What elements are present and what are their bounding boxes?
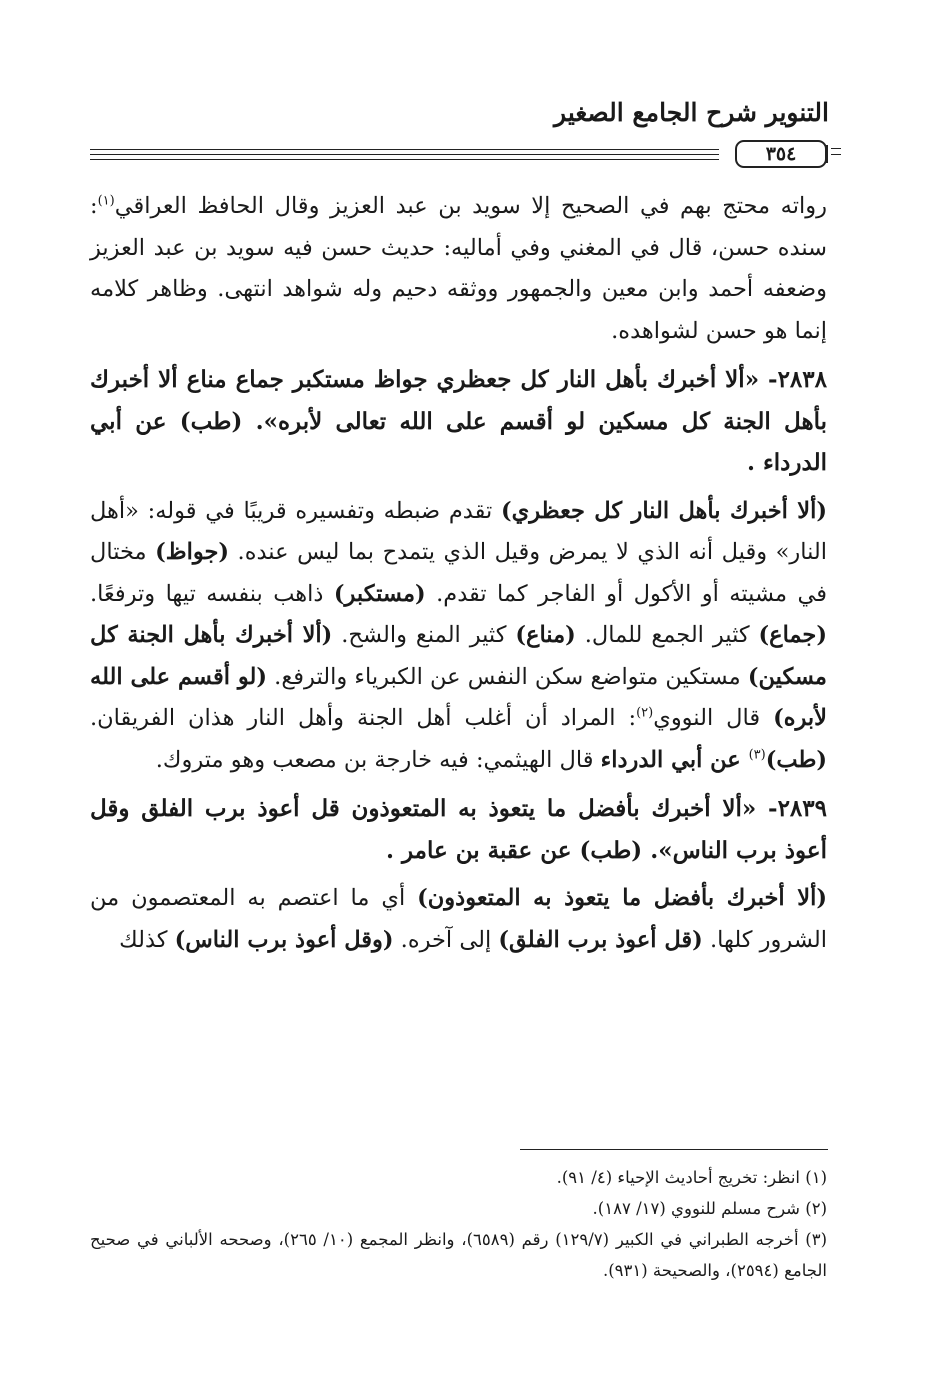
- text-run: كثير المنع والشح.: [332, 622, 516, 648]
- footnote-1: (١) انظر: تخريج أحاديث الإحياء (٤/ ٩١).: [556, 1168, 827, 1187]
- text-run: مختال في مشيته أو الأكول أو الفاجر كما تقدم.: [90, 539, 827, 607]
- text-run: تقدم ضبطه وتفسيره قريبًا في قوله: «أهل النار» وقيل أنه الذي لا يمرض وقيل الذي يتمدح بما ليس عنده.: [90, 497, 827, 565]
- commentary-2838: [90, 491, 827, 782]
- quoted-phrase: (مناع): [515, 622, 576, 648]
- header-rule: [90, 140, 827, 168]
- header-ornament: [831, 154, 841, 155]
- footnote-ref: (٢): [636, 705, 654, 721]
- footnotes: [90, 1162, 827, 1286]
- footnote-3: (٣) أخرجه الطبراني في الكبير (١٢٩/٧) رقم (٦٥٨٩)، وانظر المجمع (١٠/ ٢٦٥)، وصححه الألباني في صحيح الجامع (٢٥٩٤)، والصحيحة (٩٣١).: [90, 1230, 828, 1280]
- quoted-phrase: (مستكبر): [333, 580, 426, 607]
- paragraph: [90, 186, 827, 352]
- footnote-separator: [520, 1149, 828, 1150]
- hadith-2838: ٢٨٣٨- «ألا أخبرك بأهل النار كل جعظري جواظ مستكبر جماع مناع ألا أخبرك بأهل الجنة كل مسكين لو أقسم على الله تعالى لأبره». (طب) عن أبي الدرداء .: [90, 366, 827, 476]
- footnote-2: (٢) شرح مسلم للنووي (١٧/ ١٨٧).: [592, 1199, 827, 1218]
- text-run: قال النووي: [653, 705, 774, 731]
- header-ornament: [831, 148, 841, 149]
- text-run: : سنده حسن، قال في المغني وفي أماليه: حديث حسن فيه سويد بن عبد العزيز وضعفه أحمد وابن معين والجمهور ووثقه دحيم وله شواهد انتهى. وظاهر كلامه إنما هو حسن لشواهده.: [90, 193, 827, 344]
- text-run: مستكين متواضع سكن النفس عن الكبرياء والترفع.: [267, 663, 748, 690]
- quoted-phrase: (ألا أخبرك بأفضل ما يتعوذ به المتعوذون): [417, 885, 827, 911]
- quoted-phrase: (طب): [765, 746, 827, 773]
- header-rule-line: [90, 159, 719, 160]
- hadith-2839: ٢٨٣٩- «ألا أخبرك بأفضل ما يتعوذ به المتعوذون قل أعوذ برب الفلق وقل أعوذ برب الناس». (طب) عن عقبة بن عامر .: [90, 795, 827, 864]
- text-run: : المراد أن أغلب أهل الجنة وأهل النار هذان الفريقان.: [90, 705, 637, 731]
- page-number: ٣٥٤: [735, 140, 827, 168]
- text-run: كثير الجمع للمال.: [575, 622, 759, 648]
- quoted-phrase: (ألا أخبرك بأهل الجنة كل مسكين): [90, 622, 827, 690]
- text-run: أي ما اعتصم به المعتصمون من الشرور كلها.: [90, 885, 827, 953]
- text-run: رواته محتج بهم في الصحيح إلا سويد بن عبد العزيز وقال الحافظ العراقي: [114, 193, 827, 219]
- running-header-title: التنوير شرح الجامع الصغير: [554, 98, 829, 127]
- quoted-phrase: (لو أقسم على الله لأبره): [90, 663, 828, 731]
- text-run: قال الهيثمي: فيه خارجة بن مصعب وهو متروك.: [155, 746, 601, 773]
- footnote-ref: (١): [97, 193, 115, 209]
- quoted-phrase: عن أبي الدرداء: [600, 746, 749, 773]
- footnote-ref: (٣): [748, 747, 766, 762]
- text-run: إلى آخره.: [393, 926, 499, 953]
- commentary-2839: [90, 878, 827, 961]
- quoted-phrase: (جواظ): [155, 539, 230, 565]
- header-rule-line: [90, 154, 719, 155]
- quoted-phrase: (قل أعوذ برب الفلق): [498, 926, 703, 953]
- quoted-phrase: (ألا أخبرك بأهل النار كل جعظري): [500, 497, 828, 524]
- quoted-phrase: (جماع): [758, 622, 827, 648]
- main-text: [90, 186, 827, 968]
- quoted-phrase: (وقل أعوذ برب الناس): [174, 926, 394, 953]
- text-run: ذاهب بنفسه تيها وترفعًا.: [90, 580, 334, 607]
- header-rule-line: [90, 149, 719, 150]
- text-run: كذلك: [119, 926, 175, 953]
